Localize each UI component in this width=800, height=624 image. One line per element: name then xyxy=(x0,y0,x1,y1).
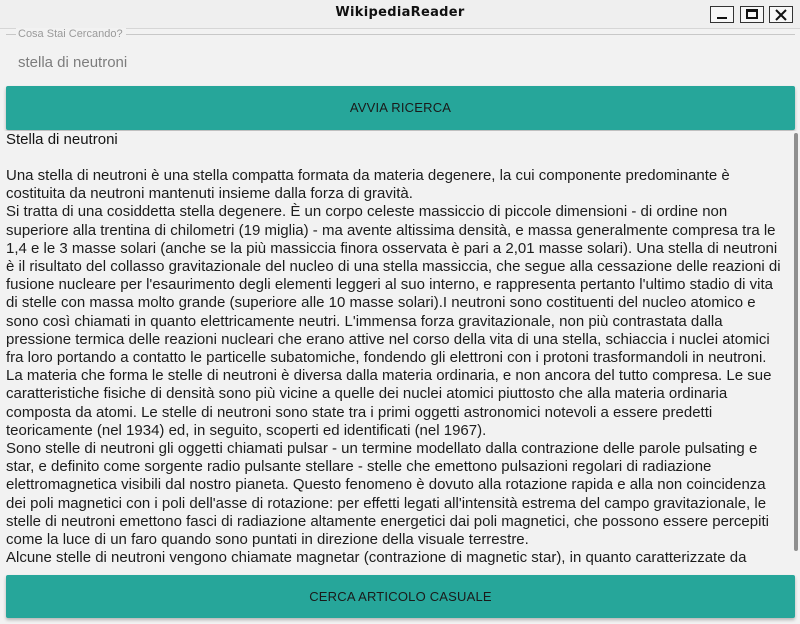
article-title: Stella di neutroni xyxy=(6,131,118,148)
maximize-icon xyxy=(746,9,758,19)
window-title: WikipediaReader xyxy=(335,5,465,20)
maximize-button[interactable] xyxy=(740,6,764,23)
article-scrollbar[interactable] xyxy=(793,131,800,575)
title-bar[interactable] xyxy=(0,0,800,29)
close-icon xyxy=(775,9,787,21)
minimize-icon xyxy=(717,17,727,19)
article-view[interactable] xyxy=(0,131,793,575)
random-article-button[interactable]: CERCA ARTICOLO CASUALE xyxy=(6,575,795,618)
search-area xyxy=(6,28,795,86)
close-button[interactable] xyxy=(769,6,793,23)
minimize-button[interactable] xyxy=(710,6,734,23)
search-input[interactable] xyxy=(18,51,778,73)
article-body: Una stella di neutroni è una stella compatta formata da materia degenere, la cui componente predominante è costituita da neutroni mantenuti insieme dalla forza di gravità. Si tratta di una cosiddetta stella degenere. È un corpo celeste massiccio di piccole dimensioni - di ordine non superiore alla trentina di chilometri (19 miglia) - ma avente altissima densità, e massa generalmente compresa tra le 1,4 e le 3 masse solari (anche se la più massiccia finora osservata è pari a 2,01 masse solari). Una stella di neutroni è il risultato del collasso gravitazionale del nucleo di una stella massiccia, che segue alla cessazione delle reazioni di fusione nucleare per l'esaurimento degli elementi leggeri al suo interno, e rappresenta pertanto l'ultimo stadio di vita di stelle con massa molto grande (superiore alle 10 masse solari).I neutroni sono costituenti del nucleo atomico e sono così chiamati in quanto elettricamente neutri. L'immensa forza gravitazionale, non più contrastata dalla pressione termica delle reazioni nucleari che erano attive nel corso della vita di una stella, schiaccia i nuclei atomici fra loro portando a contatto le particelle subatomiche, fondendo gli elettroni con i protoni trasformandoli in neutroni. La materia che forma le stelle di neutroni è diversa dalla materia ordinaria, e non ancora del tutto compresa. Le sue caratteristiche fisiche di densità sono più vicine a quelle dei nuclei atomici piuttosto che alla materia ordinaria composta da atomi. Le stelle di neutroni sono state tra i primi oggetti astronomici notevoli a essere predetti teoricamente (nel 1934) ed, in seguito, scoperti ed identificati (nel 1967). Sono stelle di neutroni gli oggetti chiamati pulsar - un termine modellato dalla contrazione delle parole pulsating e star, e definito come sorgente radio pulsante stellare - stelle che emettono pulsazioni regolari di radiazione elettromagnetica visibili dal nostro pianeta. Questo fenomeno è dovuto alla rotazione rapida e alla non coincidenza dei poli magnetici con i poli dell'asse di rotazione: per effetti legati all'intensità estrema del campo gravitazionale, le stelle di neutroni emettono fasci di radiazione altamente energetici dai poli magnetici, che possono essere percepiti come la luce di un faro quando sono puntati in direzione della visuale terrestre. Alcune stelle di neutroni vengono chiamate magnetar (contrazione di magnetic star), in quanto caratterizzate da xyxy=(6,167,781,567)
search-button[interactable]: AVVIA RICERCA xyxy=(6,86,795,130)
search-label: Cosa Stai Cercando? xyxy=(16,28,126,40)
search-fieldset xyxy=(6,28,795,86)
scrollbar-thumb[interactable] xyxy=(794,133,798,551)
